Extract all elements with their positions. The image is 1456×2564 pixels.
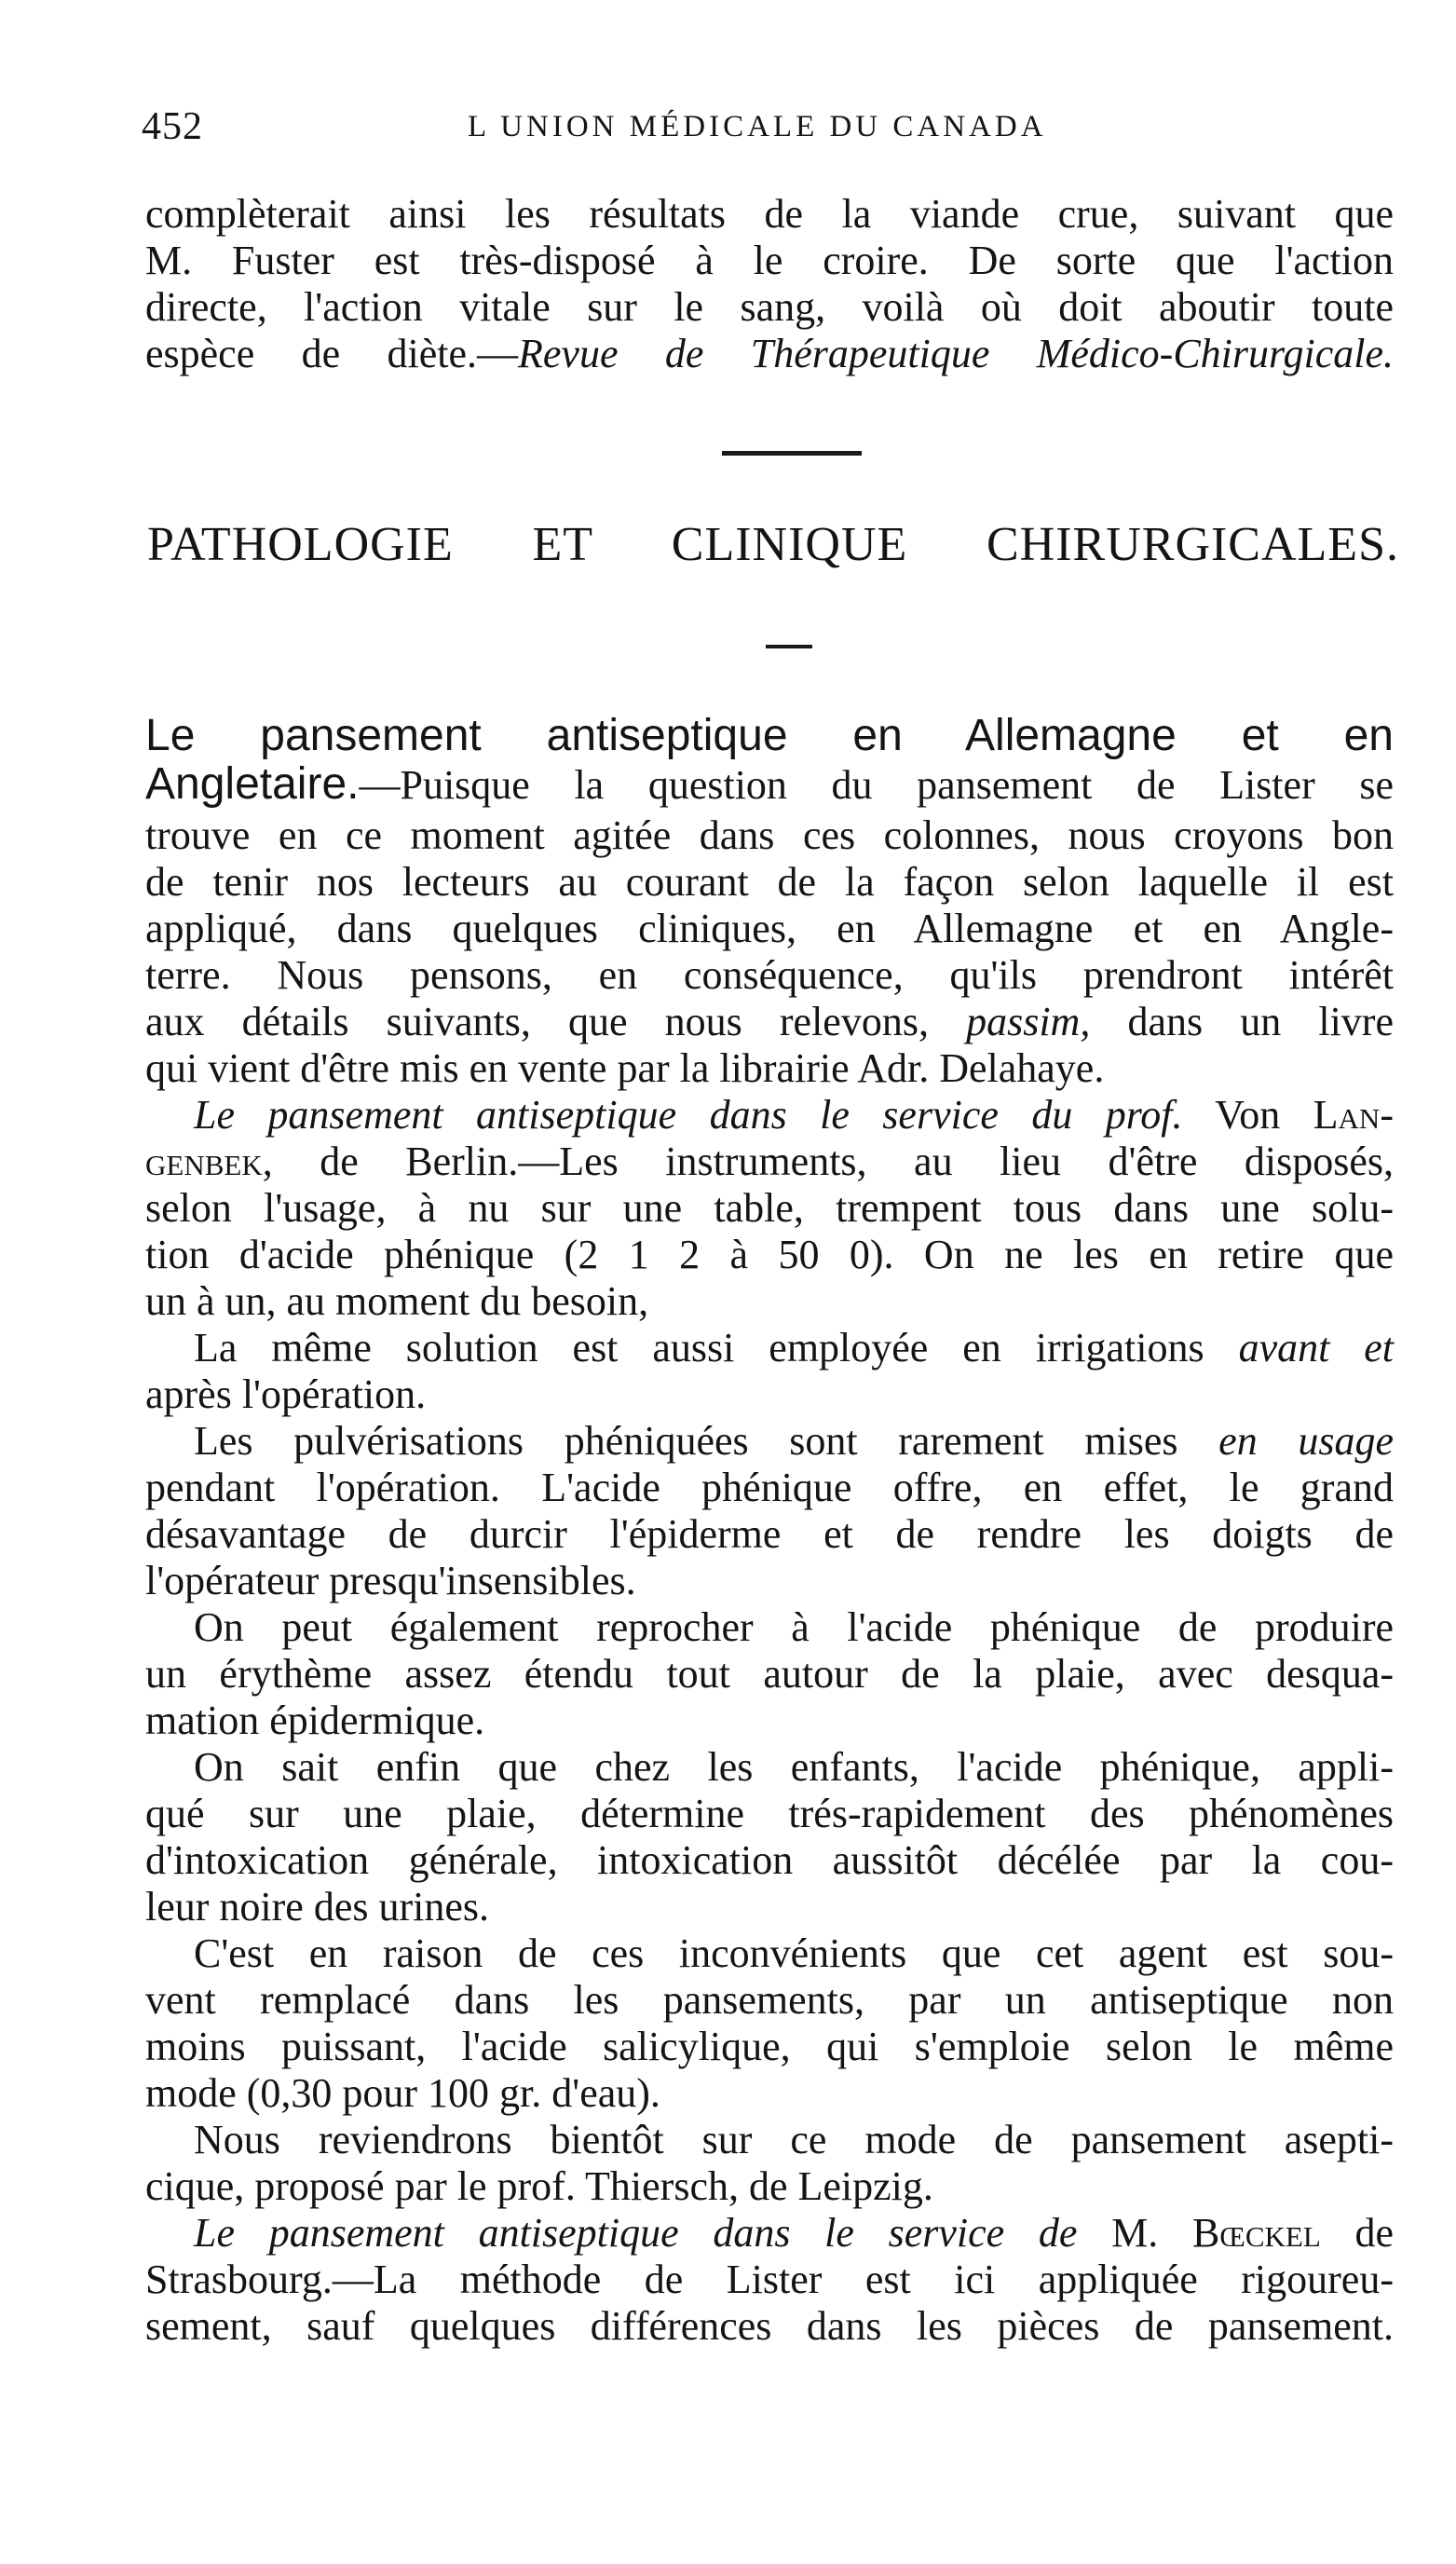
running-header [142,104,1408,160]
title-dash [766,645,812,648]
italic-span: passim, [966,999,1091,1044]
text-span: dans un livre [1127,999,1394,1044]
text-line: directe, l'action vitale sur le sang, voilà où doit aboutir toute [145,284,1394,330]
text-line [145,331,1394,377]
text-line [145,758,1394,811]
journal-title: L UNION MÉDICALE DU CANADA [468,110,1047,143]
text-span: La même solution est aussi employée en irrigations [194,1325,1204,1371]
author-name: Bœckel [1191,2210,1321,2256]
author-name: Lan- [1313,1092,1394,1138]
page-number: 452 [142,105,203,148]
text-line: sement, sauf quelques différences dans les pièces de pansement. [145,2303,1394,2349]
text-line: de tenir nos lecteurs au courant de la façon selon laquelle il est [145,859,1394,905]
text-line: leur noire des urines. [145,1884,489,1930]
italic-span: en usage [1218,1418,1395,1464]
section-title: PATHOLOGIE ET CLINIQUE CHIRURGICALES. [147,518,1399,571]
author-name: genbek [145,1139,263,1184]
text-span: , de Berlin.—Les instruments, au lieu d'être disposés, [262,1139,1394,1184]
source-citation: Revue de Thérapeutique Médico-Chirurgicale. [518,331,1395,376]
text-line: cique, proposé par le prof. Thiersch, de Leipzig. [145,2163,933,2209]
text-span: de [1354,2210,1395,2256]
text-span: aux détails suivants, que nous relevons, [145,999,929,1044]
text-span: Von [1215,1092,1281,1138]
italic-span: avant et [1238,1325,1395,1371]
text-line: trouve en ce moment agitée dans ces colonnes, nous croyons bon [145,812,1394,858]
text-line: qui vient d'être mis en vente par la librairie Adr. Delahaye. [145,1045,1105,1091]
text-line: tion d'acide phénique (2 1 2 à 50 0). On ne les en retire que [145,1232,1394,1277]
text-line: après l'opération. [145,1371,427,1417]
italic-span: Le pansement antiseptique dans le service de [194,2210,1078,2256]
text-line: C'est en raison de ces inconvénients que cet agent est sou- [194,1930,1394,1976]
text-span: M. [1111,2210,1159,2256]
article-title-end: Angletaire. [145,759,360,809]
text-line: terre. Nous pensons, en conséquence, qu'ils prendront intérêt [145,952,1394,998]
text-line [194,1418,1394,1465]
text-line: selon l'usage, à nu sur une table, trempent tous dans une solu- [145,1185,1394,1231]
text-span: Les pulvérisations phéniquées sont rarement mises [194,1418,1178,1464]
text-line: mation épidermique. [145,1698,485,1743]
text-line: On sait enfin que chez les enfants, l'acide phénique, appli- [194,1744,1394,1790]
text-line: d'intoxication générale, intoxication aussitôt décélée par la cou- [145,1837,1394,1883]
section-divider [722,451,862,456]
article-title: Le pansement antiseptique en Allemagne et en [145,711,1394,760]
text-line [145,1139,1394,1185]
text-line [145,999,1394,1045]
text-line: moins puissant, l'acide salicylique, qui s'emploie selon le même [145,2024,1394,2069]
text-span: —Puisque la question du pansement de Lister se [359,762,1394,808]
text-line: pendant l'opération. L'acide phénique offre, en effet, le grand [145,1465,1394,1510]
text-line [194,2210,1394,2257]
text-line: appliqué, dans quelques cliniques, en Allemagne et en Angle- [145,906,1394,951]
text-line: Nous reviendrons bientôt sur ce mode de pansement asepti- [194,2117,1394,2162]
text-span: espèce de diète.— [145,331,519,376]
text-line [194,1092,1394,1139]
text-line: l'opérateur presqu'insensibles. [145,1558,636,1603]
text-line: complèterait ainsi les résultats de la viande crue, suivant que [145,191,1394,237]
text-line: Strasbourg.—La méthode de Lister est ici appliquée rigoureu- [145,2257,1394,2302]
text-line: On peut également reprocher à l'acide phénique de produire [194,1604,1394,1650]
text-line: M. Fuster est très-disposé à le croire. De sorte que l'action [145,238,1394,283]
text-line: qué sur une plaie, détermine trés-rapidement des phénomènes [145,1791,1394,1836]
text-line: désavantage de durcir l'épiderme et de rendre les doigts de [145,1511,1394,1557]
text-line: un érythème assez étendu tout autour de la plaie, avec desqua- [145,1651,1394,1697]
text-line: un à un, au moment du besoin, [145,1278,649,1324]
italic-span: Le pansement antiseptique dans le service du prof. [194,1092,1183,1138]
text-line: mode (0,30 pour 100 gr. d'eau). [145,2070,660,2116]
text-line: vent remplacé dans les pansements, par un antiseptique non [145,1977,1394,2023]
text-line [194,1325,1394,1371]
